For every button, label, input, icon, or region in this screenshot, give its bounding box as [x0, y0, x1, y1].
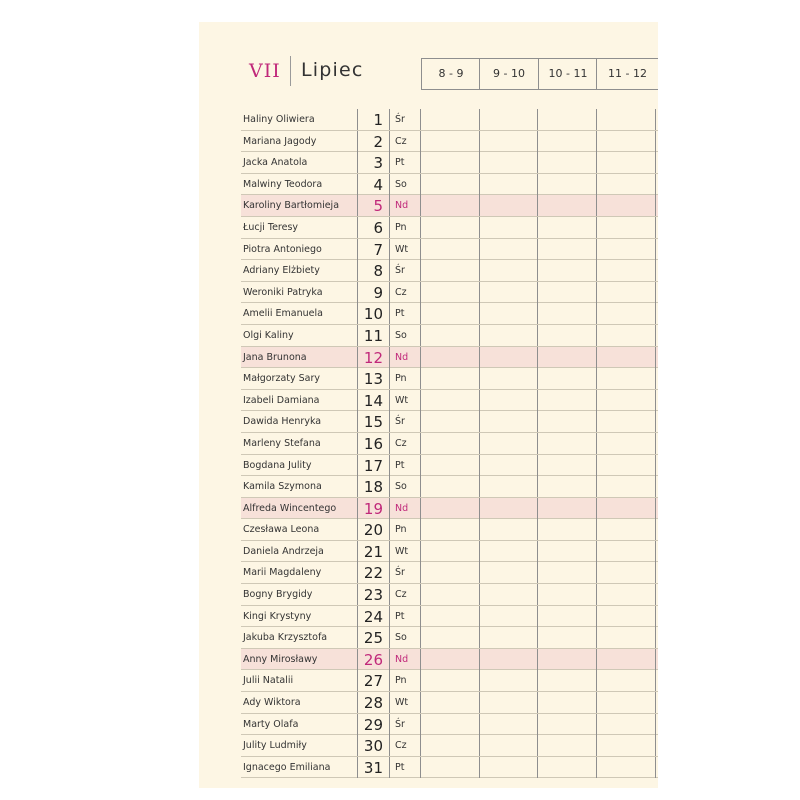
hour-slot-divider: [596, 347, 597, 368]
hour-slot-divider: [596, 692, 597, 713]
day-number: 4: [357, 174, 389, 195]
day-number: 18: [357, 476, 389, 497]
hour-slot-divider: [596, 714, 597, 735]
hour-slot-divider: [596, 562, 597, 583]
hour-slot-divider: [596, 109, 597, 130]
hour-slot-divider: [596, 217, 597, 238]
day-of-week: Śr: [389, 411, 421, 432]
hour-slot-divider: [537, 519, 538, 540]
day-of-week: Nd: [389, 649, 421, 670]
name-day-names: Jakuba Krzysztofa: [243, 632, 328, 644]
day-number: 26: [357, 649, 389, 670]
day-row: [241, 735, 658, 757]
hour-slot-divider: [655, 714, 656, 735]
day-row: [241, 541, 658, 563]
month-name: Lipiec: [301, 59, 364, 81]
day-of-week: Cz: [389, 433, 421, 454]
day-row: [241, 670, 658, 692]
month-roman-numeral: VII: [249, 60, 281, 82]
name-day-names: Haliny Oliwiera: [243, 114, 315, 125]
hour-slot-divider: [655, 562, 656, 583]
hour-slot-divider: [655, 670, 656, 691]
hour-slot-divider: [655, 303, 656, 324]
day-row: [241, 217, 658, 239]
name-day-names: Anny Mirosławy: [243, 653, 318, 665]
day-number: 7: [357, 239, 389, 260]
hour-slot-divider: [655, 131, 656, 152]
hour-slot-divider: [479, 131, 480, 152]
hour-slot-divider: [479, 325, 480, 346]
name-day-names: Ady Wiktora: [243, 697, 301, 709]
day-row: [241, 260, 658, 282]
day-number: 25: [357, 627, 389, 648]
hour-slot-divider: [479, 714, 480, 735]
hour-slot-divider: [537, 325, 538, 346]
day-of-week: Wt: [389, 239, 421, 260]
day-of-week: Pn: [389, 368, 421, 389]
hour-slot-divider: [479, 109, 480, 130]
name-day-names: Olgi Kaliny: [243, 329, 294, 341]
hour-slot-divider: [655, 390, 656, 411]
name-day-names: Kingi Krystyny: [243, 610, 312, 622]
hour-slot-divider: [537, 606, 538, 627]
hour-slot-divider: [479, 239, 480, 260]
hour-slot-divider: [655, 347, 656, 368]
day-row: [241, 347, 658, 369]
hour-slot-divider: [655, 735, 656, 756]
hour-slot-divider: [596, 735, 597, 756]
day-number: 21: [357, 541, 389, 562]
day-number: 20: [357, 519, 389, 540]
hour-slot-divider: [596, 433, 597, 454]
hour-slot-divider: [537, 714, 538, 735]
hour-slot-divider: [655, 217, 656, 238]
day-number: 1: [357, 109, 389, 130]
hour-slot-divider: [479, 390, 480, 411]
hour-slot-divider: [479, 282, 480, 303]
hour-slot-divider: [596, 303, 597, 324]
day-number: 14: [357, 390, 389, 411]
hour-slot-divider: [479, 455, 480, 476]
name-day-names: Piotra Antoniego: [243, 243, 322, 255]
day-of-week: Pn: [389, 670, 421, 691]
hour-slot-divider: [596, 606, 597, 627]
day-row: [241, 131, 658, 153]
day-number: 22: [357, 562, 389, 583]
hour-slot-divider: [479, 174, 480, 195]
hour-slot-divider: [537, 757, 538, 778]
hour-slot-divider: [655, 239, 656, 260]
hour-slot-divider: [655, 606, 656, 627]
day-of-week: Śr: [389, 714, 421, 735]
name-day-names: Julity Ludmiły: [243, 740, 307, 752]
hour-slot-divider: [479, 541, 480, 562]
name-day-names: Bogny Brygidy: [243, 589, 313, 601]
day-row: [241, 109, 658, 131]
day-row: [241, 455, 658, 477]
day-row: [241, 649, 658, 671]
hour-slot-divider: [537, 347, 538, 368]
hour-slot-divider: [596, 670, 597, 691]
hour-slot-divider: [479, 606, 480, 627]
day-row: [241, 195, 658, 217]
hour-slot-divider: [537, 541, 538, 562]
day-row: [241, 390, 658, 412]
day-number: 17: [357, 455, 389, 476]
day-of-week: Cz: [389, 282, 421, 303]
hour-slot-divider: [479, 562, 480, 583]
name-day-names: Malwiny Teodora: [243, 178, 323, 190]
day-number: 3: [357, 152, 389, 173]
day-row: [241, 411, 658, 433]
hour-slot-divider: [479, 303, 480, 324]
day-number: 31: [357, 757, 389, 778]
hour-slot-divider: [537, 303, 538, 324]
day-number: 5: [357, 195, 389, 216]
day-number: 16: [357, 433, 389, 454]
hour-slot-divider: [596, 476, 597, 497]
day-of-week: Wt: [389, 390, 421, 411]
day-row: [241, 152, 658, 174]
day-row: [241, 606, 658, 628]
month-header: [199, 22, 421, 88]
planner-page: [199, 22, 658, 788]
day-of-week: Pt: [389, 152, 421, 173]
hour-slot-divider: [655, 174, 656, 195]
name-day-names: Mariana Jagody: [243, 135, 317, 147]
name-day-names: Małgorzaty Sary: [243, 373, 321, 385]
day-row: [241, 714, 658, 736]
day-number: 19: [357, 498, 389, 519]
hour-slot-divider: [537, 368, 538, 389]
name-day-names: Marty Olafa: [243, 718, 299, 730]
day-row: [241, 584, 658, 606]
hour-slot-divider: [655, 692, 656, 713]
hour-slot-divider: [479, 584, 480, 605]
hour-slot-divider: [537, 433, 538, 454]
day-number: 9: [357, 282, 389, 303]
day-of-week: Nd: [389, 347, 421, 368]
hour-slot-divider: [537, 239, 538, 260]
hour-slot-divider: [655, 152, 656, 173]
hour-slot-divider: [537, 498, 538, 519]
day-of-week: So: [389, 627, 421, 648]
day-number: 15: [357, 411, 389, 432]
hour-slot-divider: [537, 562, 538, 583]
hour-slot-divider: [655, 584, 656, 605]
name-day-names: Bogdana Julity: [243, 459, 312, 471]
hour-column-header: 11 - 12: [596, 59, 658, 89]
hour-slot-divider: [479, 152, 480, 173]
day-row: [241, 303, 658, 325]
day-of-week: Cz: [389, 735, 421, 756]
day-rows: [241, 109, 658, 778]
day-number: 29: [357, 714, 389, 735]
name-day-names: Izabeli Damiana: [243, 394, 320, 406]
name-day-names: Alfreda Wincentego: [243, 502, 337, 514]
hour-slot-divider: [655, 368, 656, 389]
hour-slot-divider: [537, 670, 538, 691]
hour-slot-divider: [479, 519, 480, 540]
hour-slot-divider: [596, 368, 597, 389]
hour-slot-divider: [596, 584, 597, 605]
day-row: [241, 325, 658, 347]
name-day-names: Marleny Stefana: [243, 437, 321, 449]
hour-slot-divider: [479, 368, 480, 389]
name-day-names: Karoliny Bartłomieja: [243, 200, 340, 212]
hour-slot-divider: [596, 519, 597, 540]
day-row: [241, 757, 658, 779]
name-day-names: Czesława Leona: [243, 524, 320, 536]
day-number: 30: [357, 735, 389, 756]
day-of-week: Śr: [389, 562, 421, 583]
hour-slot-divider: [596, 152, 597, 173]
day-of-week: Cz: [389, 131, 421, 152]
hour-slot-divider: [596, 325, 597, 346]
day-number: 28: [357, 692, 389, 713]
day-row: [241, 562, 658, 584]
hour-slot-divider: [537, 735, 538, 756]
hour-slot-divider: [537, 174, 538, 195]
day-of-week: Pn: [389, 519, 421, 540]
day-number: 27: [357, 670, 389, 691]
day-row: [241, 433, 658, 455]
hour-slot-divider: [655, 541, 656, 562]
hour-slot-divider: [655, 282, 656, 303]
hour-slot-divider: [655, 433, 656, 454]
hour-slot-divider: [479, 195, 480, 216]
name-day-names: Jacka Anatola: [243, 157, 308, 169]
name-day-names: Julii Natalii: [243, 675, 294, 687]
hour-slot-divider: [596, 390, 597, 411]
day-of-week: Wt: [389, 541, 421, 562]
hour-slot-divider: [537, 131, 538, 152]
name-day-names: Marii Magdaleny: [243, 567, 322, 579]
hour-slot-divider: [655, 476, 656, 497]
hour-slot-divider: [596, 174, 597, 195]
day-row: [241, 519, 658, 541]
hour-slot-divider: [596, 131, 597, 152]
month-divider: [290, 56, 291, 86]
hour-slot-divider: [537, 627, 538, 648]
hour-slot-divider: [596, 757, 597, 778]
name-day-names: Daniela Andrzeja: [243, 545, 324, 557]
hour-slot-divider: [537, 152, 538, 173]
day-number: 13: [357, 368, 389, 389]
hour-slot-divider: [537, 476, 538, 497]
hour-column-header: 10 - 11: [538, 59, 597, 89]
hour-slot-divider: [596, 455, 597, 476]
hour-slot-divider: [537, 649, 538, 670]
hour-slot-divider: [655, 757, 656, 778]
hour-slot-divider: [537, 282, 538, 303]
hour-slot-divider: [537, 692, 538, 713]
day-of-week: So: [389, 174, 421, 195]
hour-slot-divider: [479, 649, 480, 670]
hour-slot-divider: [596, 260, 597, 281]
hour-slot-divider: [596, 649, 597, 670]
hour-slot-divider: [479, 217, 480, 238]
day-of-week: Pt: [389, 455, 421, 476]
hour-slot-divider: [537, 390, 538, 411]
hour-column-header: 9 - 10: [479, 59, 538, 89]
hour-slot-divider: [655, 325, 656, 346]
hour-slot-divider: [596, 541, 597, 562]
day-of-week: So: [389, 325, 421, 346]
hour-slot-divider: [479, 735, 480, 756]
day-row: [241, 476, 658, 498]
day-number: 24: [357, 606, 389, 627]
hour-slot-divider: [479, 670, 480, 691]
hour-slot-divider: [596, 239, 597, 260]
hour-slot-divider: [655, 260, 656, 281]
day-of-week: Pt: [389, 606, 421, 627]
hour-slot-divider: [596, 282, 597, 303]
day-of-week: Śr: [389, 109, 421, 130]
hour-slot-divider: [479, 260, 480, 281]
hour-slot-divider: [655, 649, 656, 670]
day-row: [241, 282, 658, 304]
name-day-names: Weroniki Patryka: [243, 286, 323, 298]
day-row: [241, 174, 658, 196]
hour-header: [421, 58, 658, 90]
hour-slot-divider: [479, 411, 480, 432]
name-day-names: Ignacego Emiliana: [243, 761, 331, 773]
hour-slot-divider: [596, 411, 597, 432]
hour-slot-divider: [479, 433, 480, 454]
hour-slot-divider: [479, 476, 480, 497]
name-day-names: Amelii Emanuela: [243, 308, 323, 320]
hour-slot-divider: [655, 411, 656, 432]
day-number: 10: [357, 303, 389, 324]
hour-slot-divider: [537, 109, 538, 130]
day-of-week: Pt: [389, 303, 421, 324]
day-row: [241, 692, 658, 714]
day-row: [241, 239, 658, 261]
name-day-names: Dawida Henryka: [243, 416, 322, 428]
hour-slot-divider: [655, 627, 656, 648]
hour-slot-divider: [479, 498, 480, 519]
hour-slot-divider: [537, 455, 538, 476]
hour-slot-divider: [655, 519, 656, 540]
hour-slot-divider: [596, 498, 597, 519]
day-of-week: Nd: [389, 195, 421, 216]
day-number: 8: [357, 260, 389, 281]
day-row: [241, 498, 658, 520]
hour-slot-divider: [655, 109, 656, 130]
hour-slot-divider: [596, 627, 597, 648]
day-number: 2: [357, 131, 389, 152]
hour-slot-divider: [596, 195, 597, 216]
hour-slot-divider: [479, 692, 480, 713]
day-of-week: Wt: [389, 692, 421, 713]
day-row: [241, 627, 658, 649]
hour-slot-divider: [537, 584, 538, 605]
day-of-week: So: [389, 476, 421, 497]
hour-slot-divider: [655, 195, 656, 216]
day-row: [241, 368, 658, 390]
day-number: 11: [357, 325, 389, 346]
hour-slot-divider: [537, 217, 538, 238]
day-number: 12: [357, 347, 389, 368]
hour-slot-divider: [479, 347, 480, 368]
hour-slot-divider: [537, 260, 538, 281]
hour-column-header: 8 - 9: [421, 59, 480, 89]
hour-slot-divider: [479, 627, 480, 648]
hour-slot-divider: [655, 498, 656, 519]
hour-slot-divider: [537, 411, 538, 432]
hour-slot-divider: [479, 757, 480, 778]
day-of-week: Nd: [389, 498, 421, 519]
name-day-names: Adriany Elżbiety: [243, 265, 320, 277]
hour-slot-divider: [537, 195, 538, 216]
hour-slot-divider: [655, 455, 656, 476]
day-of-week: Pt: [389, 757, 421, 778]
day-of-week: Śr: [389, 260, 421, 281]
name-day-names: Kamila Szymona: [243, 481, 322, 493]
day-of-week: Pn: [389, 217, 421, 238]
day-number: 23: [357, 584, 389, 605]
day-of-week: Cz: [389, 584, 421, 605]
name-day-names: Łucji Teresy: [243, 221, 299, 233]
day-number: 6: [357, 217, 389, 238]
name-day-names: Jana Brunona: [243, 351, 307, 363]
